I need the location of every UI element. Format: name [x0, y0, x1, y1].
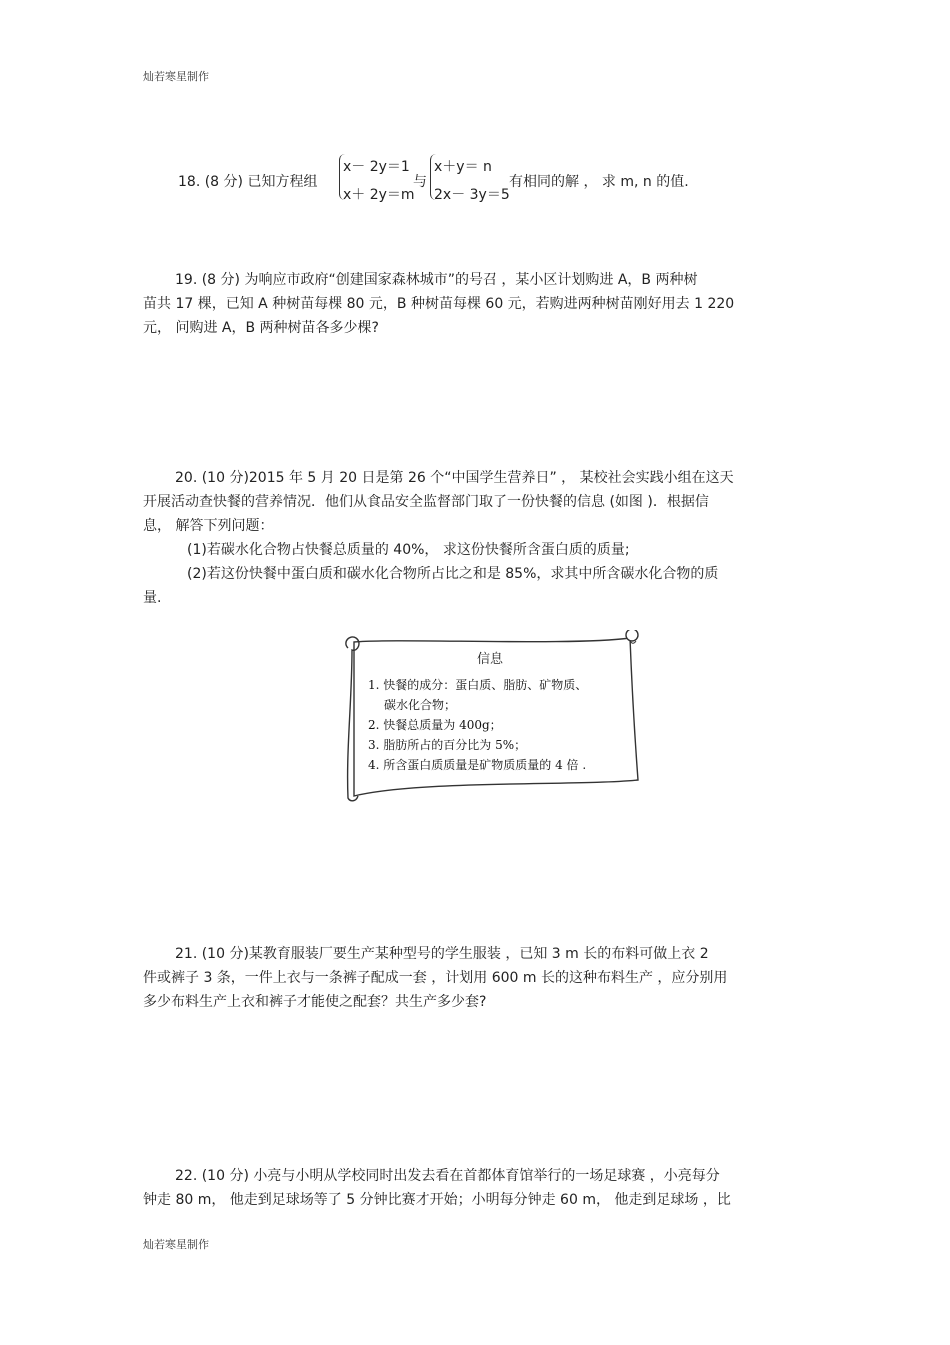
question-20 [143, 466, 808, 610]
system2-eq1: x＋y＝ n [434, 159, 492, 175]
system1-eq1: x－ 2y＝1 [343, 159, 410, 175]
question-19 [143, 268, 808, 340]
q20-sub-question-1: (1)若碳水化合物占快餐总质量的 40%， 求这份快餐所含蛋白质的质量; [187, 542, 630, 558]
q22-line: 钟走 80 m， 他走到足球场等了 5 分钟比赛才开始；小明每分钟走 60 m， 他走到足球场 ，比 [143, 1192, 731, 1208]
q20-sub-question-2-end: 量. [143, 590, 162, 606]
q20-sub-question-2: (2)若这份快餐中蛋白质和碳水化合物所占比之和是 85%，求其中所含碳水化合物的质 [187, 566, 719, 582]
page-footer: 灿若寒星制作 [143, 1238, 209, 1251]
info-item: 碳水化合物； [384, 698, 457, 712]
q19-line: 苗共 17 棵，已知 A 种树苗每棵 80 元，B 种树苗每棵 60 元，若购进两种树苗刚好用去 1 220 [143, 296, 735, 312]
system1-eq2: x＋ 2y＝m [343, 187, 415, 203]
info-item: 2. 快餐总质量为 400g； [368, 718, 502, 732]
info-title: 信息 [476, 652, 503, 667]
q20-line: 息， 解答下列问题： [143, 518, 274, 534]
q21-line: 21. (10 分)某教育服装厂要生产某种型号的学生服装 ，已知 3 m 长的布料可做上衣 2 [175, 946, 709, 962]
q18-prefix: 18. (8 分) 已知方程组 [178, 174, 318, 190]
system2-eq2: 2x－ 3y＝5 [434, 187, 510, 203]
q20-line: 20. (10 分)2015 年 5 月 20 日是第 26 个“中国学生营养日” ， 某校社会实践小组在这天 [175, 470, 734, 486]
q19-line: 元， 问购进 A，B 两种树苗各多少棵? [143, 320, 379, 336]
question-21 [143, 942, 808, 1014]
info-item: 3. 脂肪所占的百分比为 5%； [368, 738, 527, 752]
q18-suffix: 有相同的解 ， 求 m, n 的值. [509, 174, 689, 190]
page-header: 灿若寒星制作 [143, 70, 209, 83]
info-scroll-figure [340, 630, 645, 805]
q19-line: 19. (8 分) 为响应市政府“创建国家森林城市”的号召 ，某小区计划购进 A，B 两种树 [175, 272, 698, 288]
q22-line: 22. (10 分) 小亮与小明从学校同时出发去看在首都体育馆举行的一场足球赛 ，小亮每分 [175, 1168, 720, 1184]
q18-connector: 与 [413, 174, 427, 190]
info-item: 4. 所含蛋白质质量是矿物质质量的 4 倍 . [368, 758, 587, 772]
q21-line: 件或裤子 3 条，一件上衣与一条裤子配成一套 ，计划用 600 m 长的这种布料生产 ，应分别用 [143, 970, 728, 986]
question-22 [143, 1164, 808, 1212]
q20-line: 开展活动查快餐的营养情况．他们从食品安全监督部门取了一份快餐的信息 (如图 )．根据信 [143, 494, 709, 510]
info-item: 1. 快餐的成分：蛋白质、脂肪、矿物质、 [368, 678, 588, 692]
q21-line: 多少布料生产上衣和裤子才能使之配套？共生产多少套? [143, 994, 487, 1010]
